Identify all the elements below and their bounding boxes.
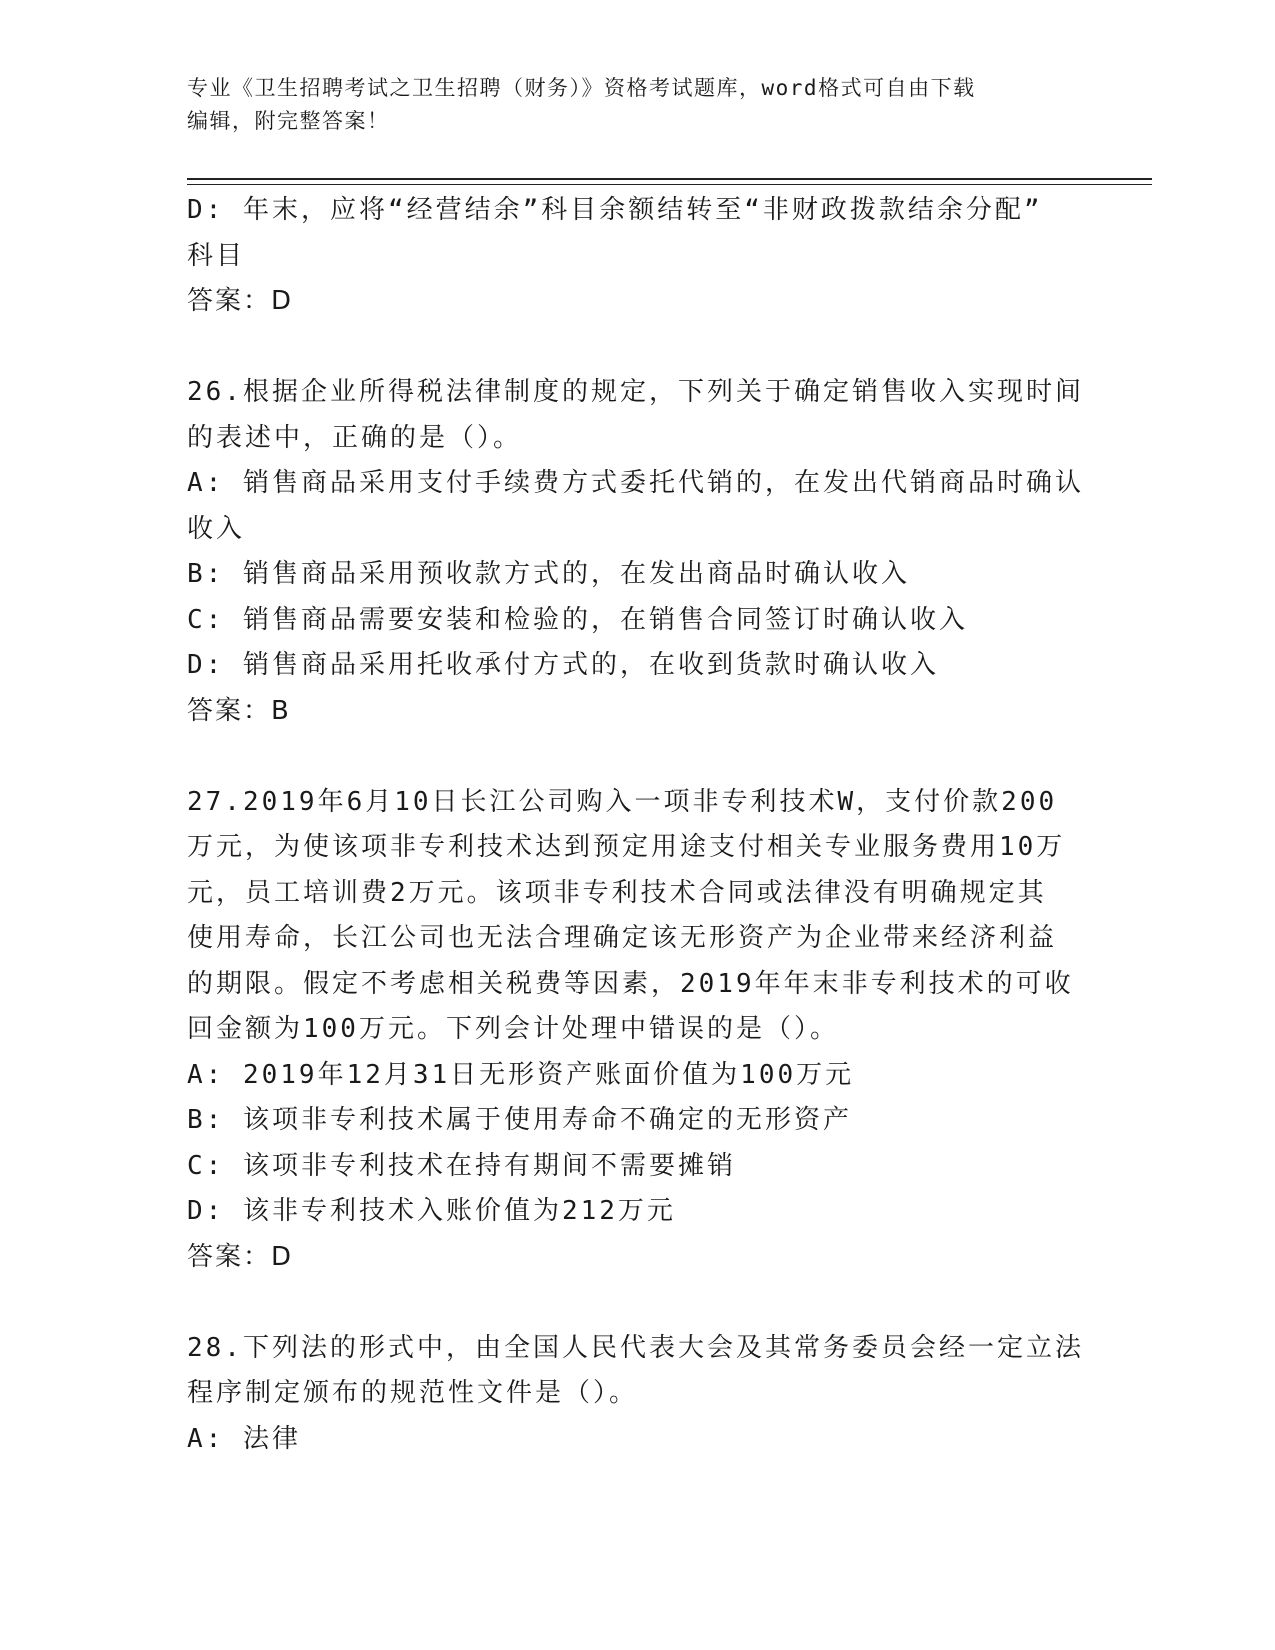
question-stem-line-1: 26.根据企业所得税法律制度的规定，下列关于确定销售收入实现时间 <box>187 377 1084 407</box>
option-b: B: 销售商品采用预收款方式的，在发出商品时确认收入 <box>187 559 910 589</box>
question-stem-line-1: 28.下列法的形式中，由全国人民代表大会及其常务委员会经一定立法 <box>187 1332 1084 1363</box>
question-28 <box>187 1326 1087 1463</box>
header-rule-thin <box>187 184 1152 185</box>
answer-label: 答案：D <box>187 1241 294 1272</box>
question-stem-line-2: 万元，为使该项非专利技术达到预定用途支付相关专业服务费用10万 <box>187 832 1066 862</box>
question-stem-line-6: 回金额为100万元。下列会计处理中错误的是（）。 <box>187 1014 839 1044</box>
answer-label: 答案：D <box>187 286 294 316</box>
header-rule-thick <box>187 178 1152 180</box>
spacer <box>187 734 1087 780</box>
answer-label: 答案：B <box>187 695 291 726</box>
option-d-line-1: D: 年末，应将“经营结余”科目余额结转至“非财政拨款结余分配” <box>187 195 1043 225</box>
question-27 <box>187 780 1087 1281</box>
spacer <box>187 1280 1087 1326</box>
option-d: D: 销售商品采用托收承付方式的，在收到货款时确认收入 <box>187 650 939 680</box>
option-a-line-1: A: 销售商品采用支付手续费方式委托代销的，在发出代销商品时确认 <box>187 468 1084 498</box>
option-d-line-2: 科目 <box>187 240 246 271</box>
question-stem-line-1: 27.2019年6月10日长江公司购入一项非专利技术W，支付价款200 <box>187 786 1058 817</box>
option-a-line-2: 收入 <box>187 513 246 544</box>
question-26 <box>187 370 1087 734</box>
document-body <box>187 188 1087 1462</box>
spacer <box>187 325 1087 371</box>
option-a: A: 法律 <box>187 1423 301 1454</box>
question-stem-line-2: 的表述中，正确的是（）。 <box>187 422 523 453</box>
option-a: A: 2019年12月31日无形资产账面价值为100万元 <box>187 1059 855 1090</box>
question-stem-line-5: 的期限。假定不考虑相关税费等因素，2019年年末非专利技术的可收 <box>187 968 1074 999</box>
question-stem-line-3: 元，员工培训费2万元。该项非专利技术合同或法律没有明确规定其 <box>187 877 1047 908</box>
previous-question-tail <box>187 188 1087 325</box>
option-c: C: 该项非专利技术在持有期间不需要摊销 <box>187 1150 736 1181</box>
option-d: D: 该非专利技术入账价值为212万元 <box>187 1196 676 1226</box>
question-stem-line-2: 程序制定颁布的规范性文件是（）。 <box>187 1378 639 1408</box>
question-stem-line-4: 使用寿命，长江公司也无法合理确定该无形资产为企业带来经济利益 <box>187 923 1058 953</box>
page-header <box>187 72 1087 138</box>
header-line-2: 编辑，附完整答案！ <box>187 109 390 133</box>
header-line-1: 专业《卫生招聘考试之卫生招聘（财务）》资格考试题库，word格式可自由下载 <box>187 76 976 100</box>
option-b: B: 该项非专利技术属于使用寿命不确定的无形资产 <box>187 1105 852 1135</box>
option-c: C: 销售商品需要安装和检验的，在销售合同签订时确认收入 <box>187 604 968 635</box>
